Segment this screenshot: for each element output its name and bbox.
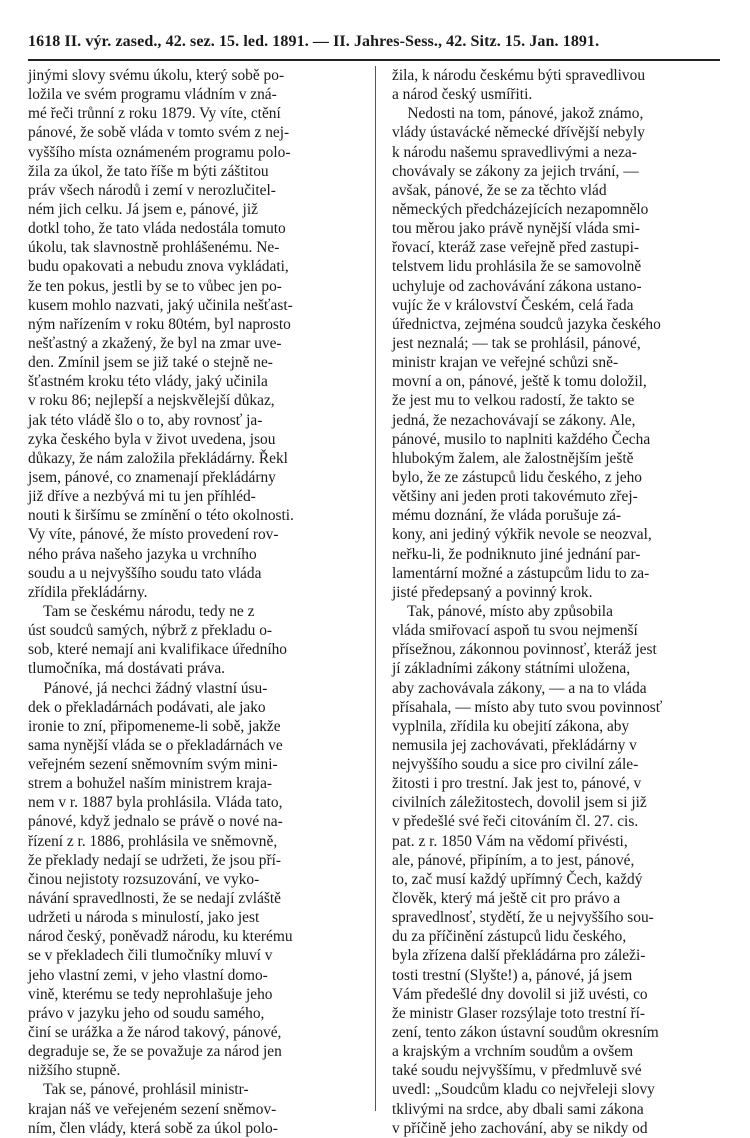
text-line: že ten pokus, jestli by se to vůbec jen po-: [28, 277, 282, 295]
text-line: že překlady nedají se udržeti, že jsou pří-: [28, 851, 281, 869]
text-line: řovací, kteráž zase veřejně před zastupi-: [392, 239, 639, 257]
text-line: pánové, když jednalo se právě o nové na-: [28, 813, 283, 831]
text-line: tosti trestní (Slyšte!) a, pánové, já jsem: [392, 966, 633, 984]
text-line: ložila ve svém programu vládním v zná-: [28, 86, 277, 104]
text-line: den. Zmínil jsem se již také o stejně ne-: [28, 354, 273, 372]
text-line: sob, které nemají ani kvalifikace úředního: [28, 641, 287, 659]
text-line: lamentární možné a zástupcům lidu to za-: [392, 564, 650, 582]
text-line: zení, tento zákon ústavní soudům okresním: [392, 1024, 659, 1042]
text-line: Tam se českému národu, tedy ne z: [28, 602, 255, 620]
text-line: bylo, že ze zástupců lidu českého, z jeho: [392, 468, 643, 486]
text-line: pánové, musilo to naplniti každého Čecha: [392, 430, 651, 448]
text-line: také soudu nejvyššímu, v předmluvě své: [392, 1062, 642, 1080]
text-line: práv všech národů i zemí v nerozlučitel-: [28, 181, 276, 199]
text-line: a národ český usmířiti.: [392, 86, 533, 104]
text-line: Vy víte, pánové, že místo provedení rov-: [28, 526, 279, 544]
text-line: činou nejistoty rozsuzování, ve vyko-: [28, 870, 260, 888]
text-line: k národu našemu spravedlivými a neza-: [392, 143, 637, 161]
text-line: ného práva našeho jazyka u vrchního: [28, 545, 257, 563]
text-line: Vám předešlé dny dovolil si již uvésti, co: [392, 985, 648, 1003]
text-line: kusem mohlo nazvati, jaký učinila nešťast-: [28, 296, 293, 314]
left-column: [28, 66, 367, 1137]
text-line: šťastném kroku této vlády, jaký učinila: [28, 373, 268, 391]
text-line: zyka českého byla v život uvedena, jsou: [28, 430, 276, 448]
text-line: žila, k národu českému býti spravedlivou: [392, 67, 646, 84]
text-line: národ český, poněvadž národu, ku kterému: [28, 928, 293, 946]
text-line: v příčině jeho zachování, aby se nikdy od: [392, 1119, 648, 1137]
text-line: zřídila překládárny.: [28, 583, 148, 601]
text-line: návání spravedlnosti, že se nedají zvláště: [28, 890, 281, 908]
text-line: důkazy, že nám založila překládárny. Řekl: [28, 449, 288, 467]
text-line: ironie to zní, připomeneme-li sobě, jakže: [28, 717, 281, 735]
text-line: v předešlé své řeči citováním čl. 27. cis.: [392, 813, 639, 831]
text-line: soudu a u nejvyššího soudu tato vláda: [28, 564, 262, 582]
text-line: činí se urážka a že národ takový, pánové,: [28, 1024, 282, 1042]
column-divider: [375, 66, 376, 1111]
right-column: [392, 66, 731, 1137]
text-line: neřku-li, že podniknuto jiné jednání par-: [392, 545, 641, 563]
header-rule: [28, 59, 720, 61]
text-line: nouti k širšímu se zmínění o této okolnosti.: [28, 507, 294, 525]
text-line: jinými slovy svému úkolu, který sobě po-: [28, 67, 285, 84]
text-line: nižšího stupně.: [28, 1062, 121, 1080]
text-line: člověk, který má ještě cit pro právo a: [392, 890, 621, 908]
text-line: a krajským a vrchním soudům a ovšem: [392, 1043, 634, 1061]
text-line: du za příčinění zástupců lidu českého,: [392, 928, 627, 946]
text-line: přísežnou, zákonnou povinnosť, kteráž jest: [392, 641, 657, 659]
text-line: právo v jazyku jeho od soudu samého,: [28, 1004, 265, 1022]
text-line: movní a on, pánové, ještě k tomu doložil,: [392, 373, 647, 391]
text-line: nem v r. 1887 byla prohlásila. Vláda tato,: [28, 794, 283, 812]
text-line: mé řeči trůnní z roku 1879. Vy víte, ctění: [28, 105, 281, 123]
text-line: vláda smiřovací aspoň tu svou nejmenší: [392, 622, 638, 640]
text-line: jisté předepsaný a povinný krok.: [392, 583, 593, 601]
text-line: dotkl toho, že tato vláda nedostála tomuto: [28, 220, 286, 238]
text-line: pat. z r. 1850 Vám na vědomí přivésti,: [392, 832, 628, 850]
text-line: mému doznání, že vláda porušuje zá-: [392, 507, 622, 525]
text-line: jí základními zákony státními uložena,: [392, 660, 631, 678]
text-line: nemusila jej zachovávati, překládárny v: [392, 736, 637, 754]
text-line: dek o překladárnách podávati, ale jako: [28, 698, 266, 716]
text-line: ným nařízením v roku 80tém, byl naprosto: [28, 315, 291, 333]
text-line: vlády ústavácké německé dřívější nebyly: [392, 124, 645, 142]
text-line: tklivými na srdce, aby dbali sami zákona: [392, 1100, 644, 1118]
text-line: telstvem lidu prohlásila že se samovolně: [392, 258, 642, 276]
text-line: ním, člen vlády, která sobě za úkol polo-: [28, 1119, 278, 1137]
text-line: řízení z r. 1886, prohlásila ve sněmovně,: [28, 832, 278, 850]
text-line: chovávaly se zákony za jejich trvání, —: [392, 162, 639, 180]
text-line: již dříve a nezbývá mi tu jen příhléd-: [28, 488, 256, 506]
text-line: jeho vlastní zemi, v jeho vlastní domo-: [28, 966, 268, 984]
text-line: Nedosti na tom, pánové, jakož známo,: [392, 105, 644, 123]
text-line: kony, ani jediný výkřik nevole se neozval,: [392, 526, 652, 544]
text-line: civilních záležitostech, dovolil jsem si již: [392, 794, 647, 812]
page-header: 1618 II. výr. zased., 42. sez. 15. led. 1891. — II. Jahres-Sess., 42. Sitz. 15. Jan. 1891.: [28, 33, 600, 50]
text-line: jsem, pánové, co znamenají překládárny: [28, 468, 276, 486]
text-line: úřednictva, zejména soudců jazyka českého: [392, 315, 661, 333]
text-line: německých předcházejících nezapomnělo: [392, 200, 649, 218]
text-line: pánové, že sobě vláda v tomto svém z nej-: [28, 124, 290, 142]
text-line: žila za úkol, že tato říše m býti záštitou: [28, 162, 269, 180]
text-line: degraduje se, že se považuje za národ jen: [28, 1043, 282, 1061]
text-line: ministr krajan ve veřejné schůzi sně-: [392, 354, 619, 372]
text-line: vyššího místa oznámeném programu polo-: [28, 143, 291, 161]
text-line: Tak se, pánové, prohlásil ministr-: [28, 1081, 249, 1099]
text-line: nejvyššího soudu a sice pro civilní zále-: [392, 756, 639, 774]
text-line: uvedl: „Soudcům kladu co nejvřeleji slovy: [392, 1081, 655, 1099]
text-line: ale, pánové, připíním, a to jest, pánové,: [392, 851, 635, 869]
text-line: vujíc že v království Českém, celá řada: [392, 296, 634, 314]
text-line: hlubokým žalem, ale žalostnějším ještě: [392, 449, 634, 467]
text-line: avšak, pánové, že se za těchto vlád: [392, 181, 607, 199]
text-line: ném jich celku. Já jsem e, pánové, již: [28, 200, 258, 218]
text-line: strem a bohužel naším ministrem kraja-: [28, 775, 273, 793]
text-line: tlumočníka, má dostávati práva.: [28, 660, 226, 678]
text-line: že jest mu to velkou radostí, že takto se: [392, 392, 635, 410]
text-line: veřejném sezení sněmovním svým mini-: [28, 756, 278, 774]
text-line: budu opakovati a nebudu znova vykládati,: [28, 258, 289, 276]
text-line: úst soudců samých, nýbrž z překladu o-: [28, 622, 273, 640]
text-line: že ministr Glaser rozsýlaje toto trestní ří-: [392, 1004, 646, 1022]
text-line: to, zač musí každý upřímný Čech, každý: [392, 870, 643, 888]
text-line: v roku 86; nejlepší a nejskvělejší důkaz,: [28, 392, 275, 410]
text-line: jedná, že nezachovávají se zákony. Ale,: [392, 411, 636, 429]
text-line: úkolu, tak slavnostně prohlášenému. Ne-: [28, 239, 280, 257]
text-line: tou měrou jako právě nynější vláda smi-: [392, 220, 640, 238]
text-line: se v překladech čili tlumočníky mluví v: [28, 947, 273, 965]
text-line: jak této vládě šlo o to, aby rovnosť ja-: [28, 411, 263, 429]
text-line: Tak, pánové, místo aby způsobila: [392, 602, 613, 620]
text-line: většiny ani jeden proti takovémuto zřej-: [392, 488, 638, 506]
text-line: aby zachovávala zákony, — a na to vláda: [392, 679, 647, 697]
text-line: žitosti i pro trestní. Jak jest to, pánové, v: [392, 775, 642, 793]
text-line: sama nynější vláda se o překladárnách ve: [28, 736, 283, 754]
text-line: byla zřízena další překládárna pro záleži-: [392, 947, 646, 965]
text-line: jest neznalá; — tak se prohlásil, pánové,: [392, 334, 641, 352]
text-line: vyplnila, zřídila ku obejití zákona, aby: [392, 717, 630, 735]
text-line: vině, kterému se tedy neprohlašuje jeho: [28, 985, 273, 1003]
text-line: krajan náš ve veřejeném sezení sněmov-: [28, 1100, 277, 1118]
text-line: přísahala, — místo aby tuto svou povinnosť: [392, 698, 663, 716]
text-line: nešťastný a zkažený, že byl na zmar uve-: [28, 334, 282, 352]
text-line: uchyluje od zachovávání zákona ustano-: [392, 277, 642, 295]
text-line: spravedlnosť, stydětí, že u nejvyššího sou-: [392, 909, 654, 927]
text-line: udržeti u národa s minulostí, jako jest: [28, 909, 260, 927]
text-line: Pánové, já nechci žádný vlastní úsu-: [28, 679, 268, 697]
